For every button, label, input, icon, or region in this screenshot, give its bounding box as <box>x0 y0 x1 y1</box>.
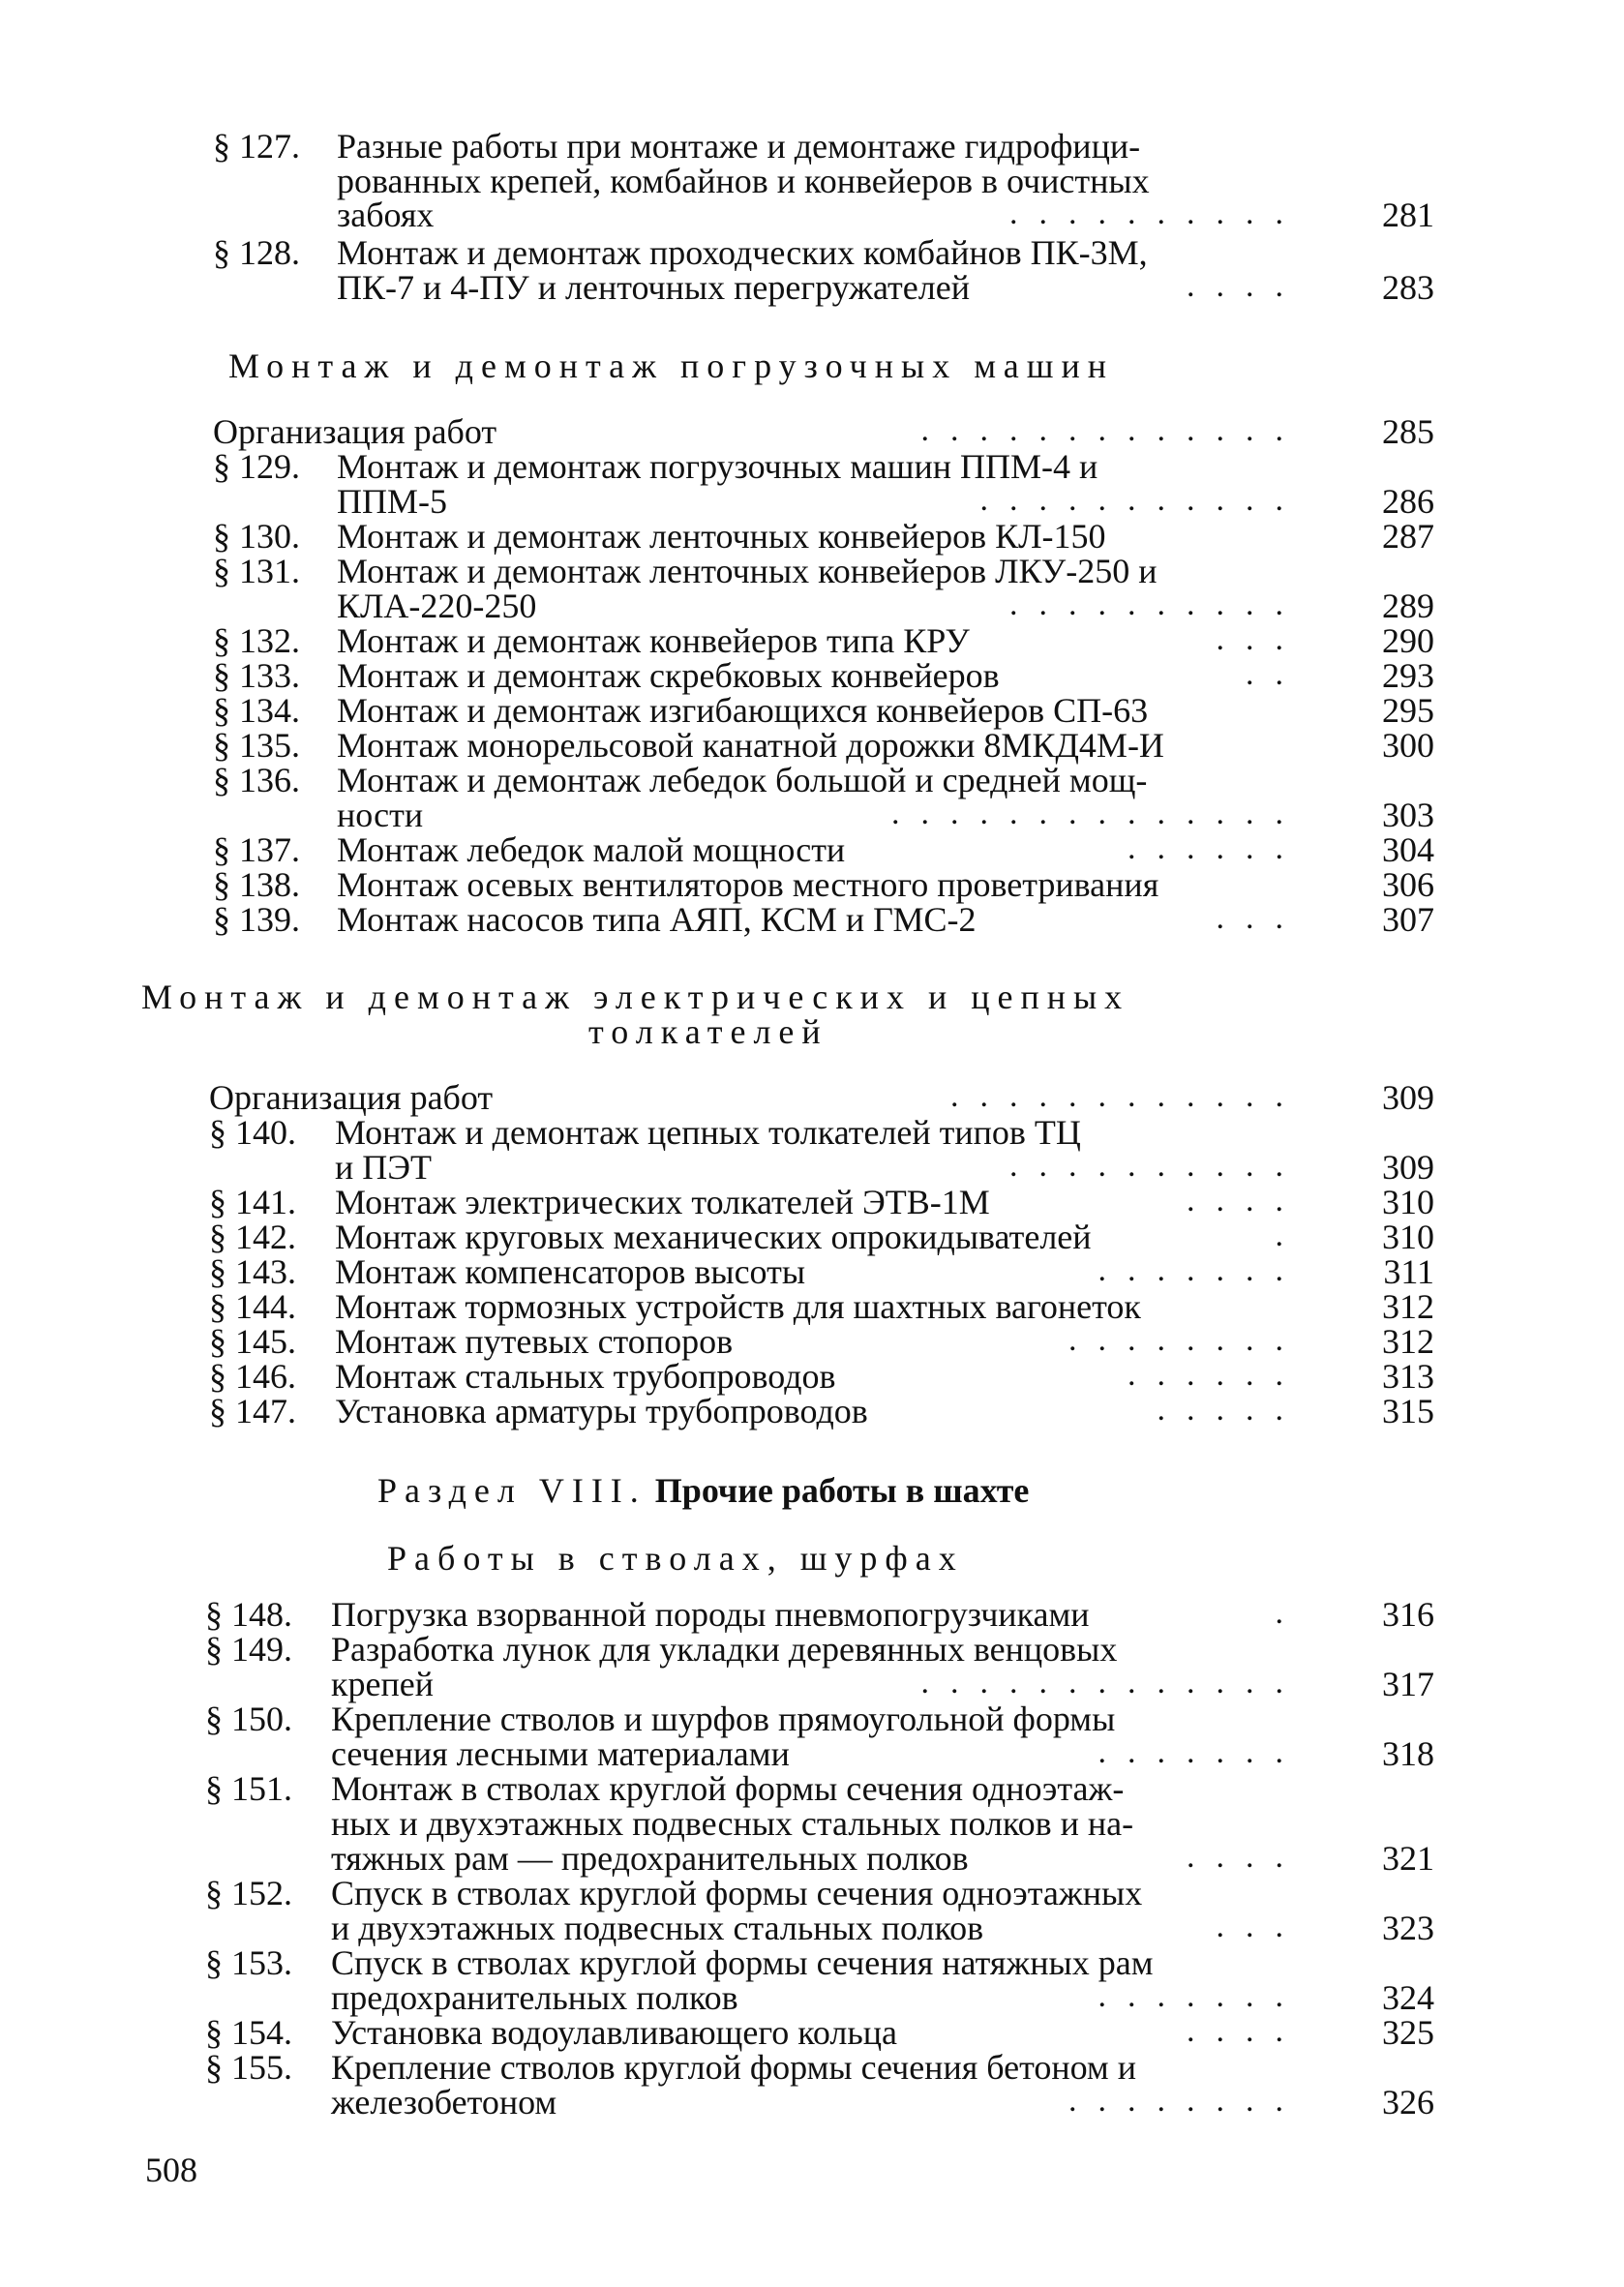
leader-dots: .... <box>1187 1183 1305 1219</box>
toc-page-number: 295 <box>1382 691 1434 730</box>
toc-page-number: 283 <box>1382 268 1434 307</box>
toc-number: § 130. <box>213 517 300 556</box>
subsection-heading: Работы в стволах, шурфах <box>387 1539 964 1578</box>
toc-title-line: Разные работы при монтаже и демонтаже гидрофици- <box>337 127 1141 166</box>
leader-dots: ... <box>1216 900 1305 936</box>
toc-title-line: Организация работ <box>213 412 497 451</box>
subsection-heading: Монтаж и демонтаж погрузочных машин <box>228 346 1114 385</box>
leader-dots: ............. <box>920 412 1305 448</box>
toc-number: § 128. <box>213 233 300 272</box>
toc-page-number: 304 <box>1382 830 1434 869</box>
toc-title-line: Спуск в стволах круглой формы сечения натяжных рам <box>331 1943 1154 1982</box>
toc-title-line: Монтаж в стволах круглой формы сечения одноэтаж- <box>331 1769 1125 1808</box>
toc-number: § 144. <box>209 1287 296 1326</box>
toc-number: § 127. <box>213 127 300 166</box>
toc-page-number: 318 <box>1382 1734 1434 1773</box>
toc-title-line: Монтаж путевых стопоров <box>335 1322 734 1361</box>
page-number: 508 <box>145 2151 197 2189</box>
toc-page-number: 312 <box>1382 1287 1434 1326</box>
toc-page-number: 293 <box>1382 656 1434 695</box>
toc-title-line: Монтаж лебедок малой мощности <box>337 830 846 869</box>
leader-dots: ........ <box>1068 1322 1305 1358</box>
toc-number: § 132. <box>213 621 300 660</box>
toc-page-number: 315 <box>1382 1392 1434 1430</box>
leader-dots: ........... <box>979 482 1305 518</box>
leader-dots: . <box>1275 1218 1305 1253</box>
toc-number: § 136. <box>213 761 300 799</box>
toc-title-line: Крепление стволов и шурфов прямоугольной формы <box>331 1700 1116 1738</box>
toc-title-line: ности <box>337 796 424 834</box>
toc-title-line: Установка водоулавливающего кольца <box>331 2013 898 2052</box>
toc-number: § 152. <box>205 1874 292 1912</box>
toc-page-number: 309 <box>1382 1148 1434 1187</box>
toc-page-number: 285 <box>1382 412 1434 451</box>
leader-dots: ...... <box>1128 830 1305 866</box>
section-title: Прочие работы в шахте <box>654 1471 1030 1510</box>
toc-page-number: 306 <box>1382 865 1434 904</box>
toc-title-line: и двухэтажных подвесных стальных полков <box>331 1909 984 1947</box>
leader-dots: ............ <box>950 1078 1305 1114</box>
toc-page-number: 310 <box>1382 1218 1434 1256</box>
leader-dots: ... <box>1216 1909 1305 1944</box>
leader-dots: .............. <box>891 796 1305 831</box>
leader-dots: .......... <box>1009 196 1305 231</box>
toc-page-number: 300 <box>1382 726 1434 765</box>
toc-title-line: Монтаж осевых вентиляторов местного проветривания <box>337 865 1159 904</box>
toc-title-line: Погрузка взорванной породы пневмопогрузчиками <box>331 1595 1090 1634</box>
toc-number: § 134. <box>213 691 300 730</box>
toc-title-line: Монтаж монорельсовой канатной дорожки 8МКД4М-И <box>337 726 1164 765</box>
toc-title-line: Крепление стволов круглой формы сечения бетоном и <box>331 2048 1136 2087</box>
toc-title-line: ПК-7 и 4-ПУ и ленточных перегружателей <box>337 268 970 307</box>
toc-number: § 143. <box>209 1252 296 1291</box>
toc-page-number: 303 <box>1382 796 1434 834</box>
leader-dots: ....... <box>1098 1734 1305 1770</box>
toc-page-number: 324 <box>1382 1978 1434 2017</box>
leader-dots: . <box>1275 1595 1305 1631</box>
toc-title-line: Монтаж и демонтаж ленточных конвейеров КЛ-150 <box>337 517 1106 556</box>
toc-page-number: 311 <box>1383 1252 1434 1291</box>
toc-page-number: 287 <box>1382 517 1434 556</box>
toc-title-line: КЛА-220-250 <box>337 587 537 625</box>
toc-title-line: Монтаж и демонтаж лебедок большой и средней мощ- <box>337 761 1148 799</box>
toc-title-line: предохранительных полков <box>331 1978 738 2017</box>
toc-page-number: 286 <box>1382 482 1434 521</box>
section-heading <box>377 1473 1029 1508</box>
toc-title-line: Монтаж насосов типа АЯП, КСМ и ГМС-2 <box>337 900 977 939</box>
leader-dots: .......... <box>1009 587 1305 622</box>
toc-title-line: забоях <box>337 196 435 234</box>
toc-page-number: 321 <box>1382 1839 1434 1878</box>
toc-title-line: и ПЭТ <box>335 1148 433 1187</box>
toc-title-line: Монтаж электрических толкателей ЭТВ-1М <box>335 1183 990 1221</box>
toc-number: § 138. <box>213 865 300 904</box>
toc-title-line: Монтаж круговых механических опрокидывателей <box>335 1218 1092 1256</box>
toc-number: § 137. <box>213 830 300 869</box>
toc-title-line: Монтаж и демонтаж скребковых конвейеров <box>337 656 1000 695</box>
toc-number: § 131. <box>213 552 300 590</box>
toc-page-number: 317 <box>1382 1665 1434 1703</box>
toc-title-line: Спуск в стволах круглой формы сечения одноэтажных <box>331 1874 1143 1912</box>
toc-title-line: Монтаж и демонтаж погрузочных машин ППМ-4 и <box>337 447 1098 486</box>
toc-title-line: Монтаж и демонтаж ленточных конвейеров ЛКУ-250 и <box>337 552 1158 590</box>
toc-title-line: Монтаж и демонтаж конвейеров типа КРУ <box>337 621 970 660</box>
toc-number: § 148. <box>205 1595 292 1634</box>
toc-title-line: Монтаж стальных трубопроводов <box>335 1357 836 1396</box>
toc-number: § 141. <box>209 1183 296 1221</box>
toc-number: § 145. <box>209 1322 296 1361</box>
toc-title-line: ППМ-5 <box>337 482 447 521</box>
leader-dots: ...... <box>1128 1357 1305 1393</box>
toc-page-number: 310 <box>1382 1183 1434 1221</box>
toc-page-number: 325 <box>1382 2013 1434 2052</box>
toc-title-line: тяжных рам — предохранительных полков <box>331 1839 969 1878</box>
toc-number: § 129. <box>213 447 300 486</box>
section-label: Раздел VIII. <box>377 1471 647 1510</box>
leader-dots: .... <box>1187 1839 1305 1875</box>
leader-dots: ... <box>1216 621 1305 657</box>
toc-page-number: 326 <box>1382 2083 1434 2121</box>
toc-page-number: 309 <box>1382 1078 1434 1117</box>
toc-title-line: крепей <box>331 1665 434 1703</box>
toc-title-line: Организация работ <box>209 1078 494 1117</box>
toc-title-line: ных и двухэтажных подвесных стальных полков и на- <box>331 1804 1134 1843</box>
leader-dots: .......... <box>1009 1148 1305 1184</box>
toc-page-number: 307 <box>1382 900 1434 939</box>
leader-dots: .... <box>1187 2013 1305 2049</box>
subsection-heading: толкателей <box>588 1012 828 1051</box>
toc-number: § 153. <box>205 1943 292 1982</box>
toc-title-line: Монтаж компенсаторов высоты <box>335 1252 805 1291</box>
toc-title-line: Монтаж и демонтаж изгибающихся конвейеров СП-63 <box>337 691 1149 730</box>
toc-number: § 146. <box>209 1357 296 1396</box>
leader-dots: .... <box>1187 268 1305 304</box>
toc-title-line: Монтаж тормозных устройств для шахтных вагонеток <box>335 1287 1141 1326</box>
toc-number: § 155. <box>205 2048 292 2087</box>
toc-number: § 147. <box>209 1392 296 1430</box>
toc-title-line: Монтаж и демонтаж цепных толкателей типов ТЦ <box>335 1113 1081 1152</box>
toc-number: § 140. <box>209 1113 296 1152</box>
toc-number: § 142. <box>209 1218 296 1256</box>
toc-title-line: железобетоном <box>331 2083 557 2121</box>
toc-number: § 149. <box>205 1630 292 1669</box>
toc-title-line: Установка арматуры трубопроводов <box>335 1392 868 1430</box>
toc-page-number: 316 <box>1382 1595 1434 1634</box>
leader-dots: ....... <box>1098 1252 1305 1288</box>
leader-dots: .. <box>1246 656 1305 692</box>
toc-page-number: 323 <box>1382 1909 1434 1947</box>
toc-title-line: сечения лесными материалами <box>331 1734 790 1773</box>
toc-number: § 135. <box>213 726 300 765</box>
leader-dots: ........ <box>1068 2083 1305 2119</box>
toc-page-number: 290 <box>1382 621 1434 660</box>
toc-page-number: 289 <box>1382 587 1434 625</box>
toc-number: § 151. <box>205 1769 292 1808</box>
toc-number: § 133. <box>213 656 300 695</box>
toc-page-number: 313 <box>1382 1357 1434 1396</box>
toc-number: § 154. <box>205 2013 292 2052</box>
toc-title-line: Монтаж и демонтаж проходческих комбайнов ПК-3М, <box>337 233 1148 272</box>
toc-page-number: 312 <box>1382 1322 1434 1361</box>
subsection-heading: Монтаж и демонтаж электрических и цепных <box>141 978 1130 1016</box>
leader-dots: ............. <box>920 1665 1305 1700</box>
toc-title-line: Разработка лунок для укладки деревянных венцовых <box>331 1630 1118 1669</box>
toc-page-number: 281 <box>1382 196 1434 234</box>
leader-dots: ..... <box>1157 1392 1305 1428</box>
toc-number: § 139. <box>213 900 300 939</box>
toc-title-line: рованных крепей, комбайнов и конвейеров в очистных <box>337 162 1150 200</box>
leader-dots: ....... <box>1098 1978 1305 2014</box>
toc-number: § 150. <box>205 1700 292 1738</box>
